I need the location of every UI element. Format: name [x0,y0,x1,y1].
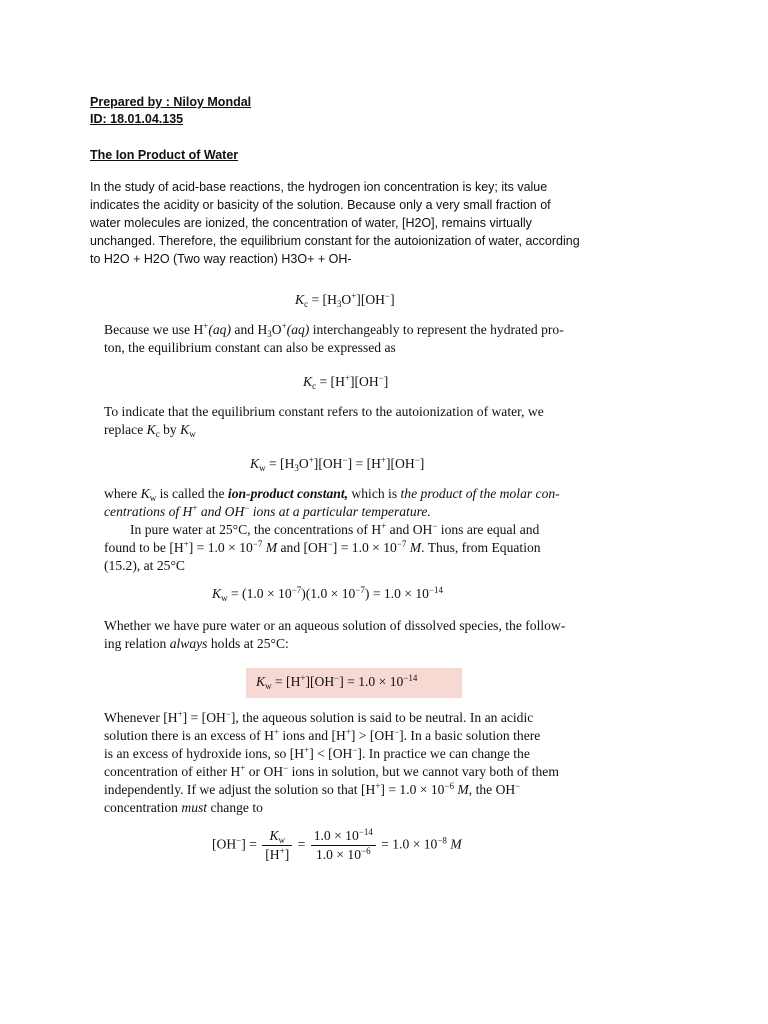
fraction-values: $\frac{1.0 \times 10^{-14}}{1.0 \times 10^{-6}}$ [311,828,376,863]
intro-line: unchanged. Therefore, the equilibrium constant for the autoionization of water, according [90,234,580,248]
text-line: ing relation always holds at 25°C: [104,636,289,651]
text-line: Whether we have pure water or an aqueous solution of dissolved species, the follow- [104,618,566,633]
text-line: replace $K_c$ by $K_w$ [104,422,196,439]
text-line: is an excess of hydroxide ions, so [H+] < [OH−]. In practice we can change the [104,745,530,761]
intro-line: to H2O + H2O (Two way reaction) H3O+ + OH- [90,252,352,266]
section-title: The Ion Product of Water [90,148,239,162]
intro-line: In the study of acid-base reactions, the hydrogen ion concentration is key; its value [90,180,548,194]
text-line: found to be $[H^+] = 1.0 \times 10^{-7}$ M and $[OH^-] = 1.0 \times 10^{-7}$ M. Thus, from Equation [104,539,541,555]
intro-line: water molecules are ionized, the concentration of water, [H2O], remains virtually [90,216,532,230]
intro-line: indicates the acidity or basicity of the solution. Because only a very small fraction of [90,198,551,212]
intro-paragraph [90,178,610,268]
equation-kw: $K_w = [H_3O^+][OH^-] = [H^+][OH^-]$ [250,455,425,473]
text-line: (15.2), at 25°C [104,558,185,573]
text-line: concentration must change to [104,800,263,815]
equation-kc-h: $K_c = [H^+][OH^-]$ [303,373,389,391]
text-line: Because we use H+(aq) and $H_3O^+(aq)$ interchangeably to represent the hydrated pro- [104,321,564,339]
text-line: Whenever [H+] = [OH−], the aqueous solution is said to be neutral. In an acidic [104,709,534,725]
equation-kc-h3o: $K_c = [H_3O^+][OH^-]$ [295,291,395,309]
text-line: To indicate that the equilibrium constant refers to the autoionization of water, we [104,404,544,419]
text-line: solution there is an excess of H+ ions and [H+] > [OH−]. In a basic solution there [104,727,541,743]
equation-kw-highlight: $K_w = [H^+][OH^-] = 1.0 \times 10^{-14}$ [256,673,418,691]
text-line: concentration of either H+ or OH− ions in solution, but we cannot vary both of them [104,763,559,779]
text-line: where $K_w$ is called the ion-product constant, which is the product of the molar con- [104,486,560,503]
equation-oh-concentration: [OH−] = $\frac{K_w}{[H^+]}$ = $\frac{1.0 \times 10^{-14}}{1.0 \times 10^{-6}}$ = $1.0 \times 10^{-8}$ M [212,827,462,862]
student-id: ID: 18.01.04.135 [90,112,184,126]
text-line: independently. If we adjust the solution so that $[H^+] = 1.0 \times 10^{-6}$ M, the OH− [104,781,521,797]
prepared-by: Prepared by : Niloy Mondal [90,95,252,109]
fraction-kw-over-h: $\frac{K_w}{[H^+]}$ [262,828,292,863]
equation-kw-value: $K_w = (1.0 \times 10^{-7})(1.0 \times 10^{-7}) = 1.0 \times 10^{-14}$ [212,585,444,603]
text-line: In pure water at 25°C, the concentrations of H+ and OH− ions are equal and [130,521,540,537]
text-line: centrations of H+ and OH− ions at a particular temperature. [104,503,431,519]
text-line: ton, the equilibrium constant can also be expressed as [104,340,396,355]
